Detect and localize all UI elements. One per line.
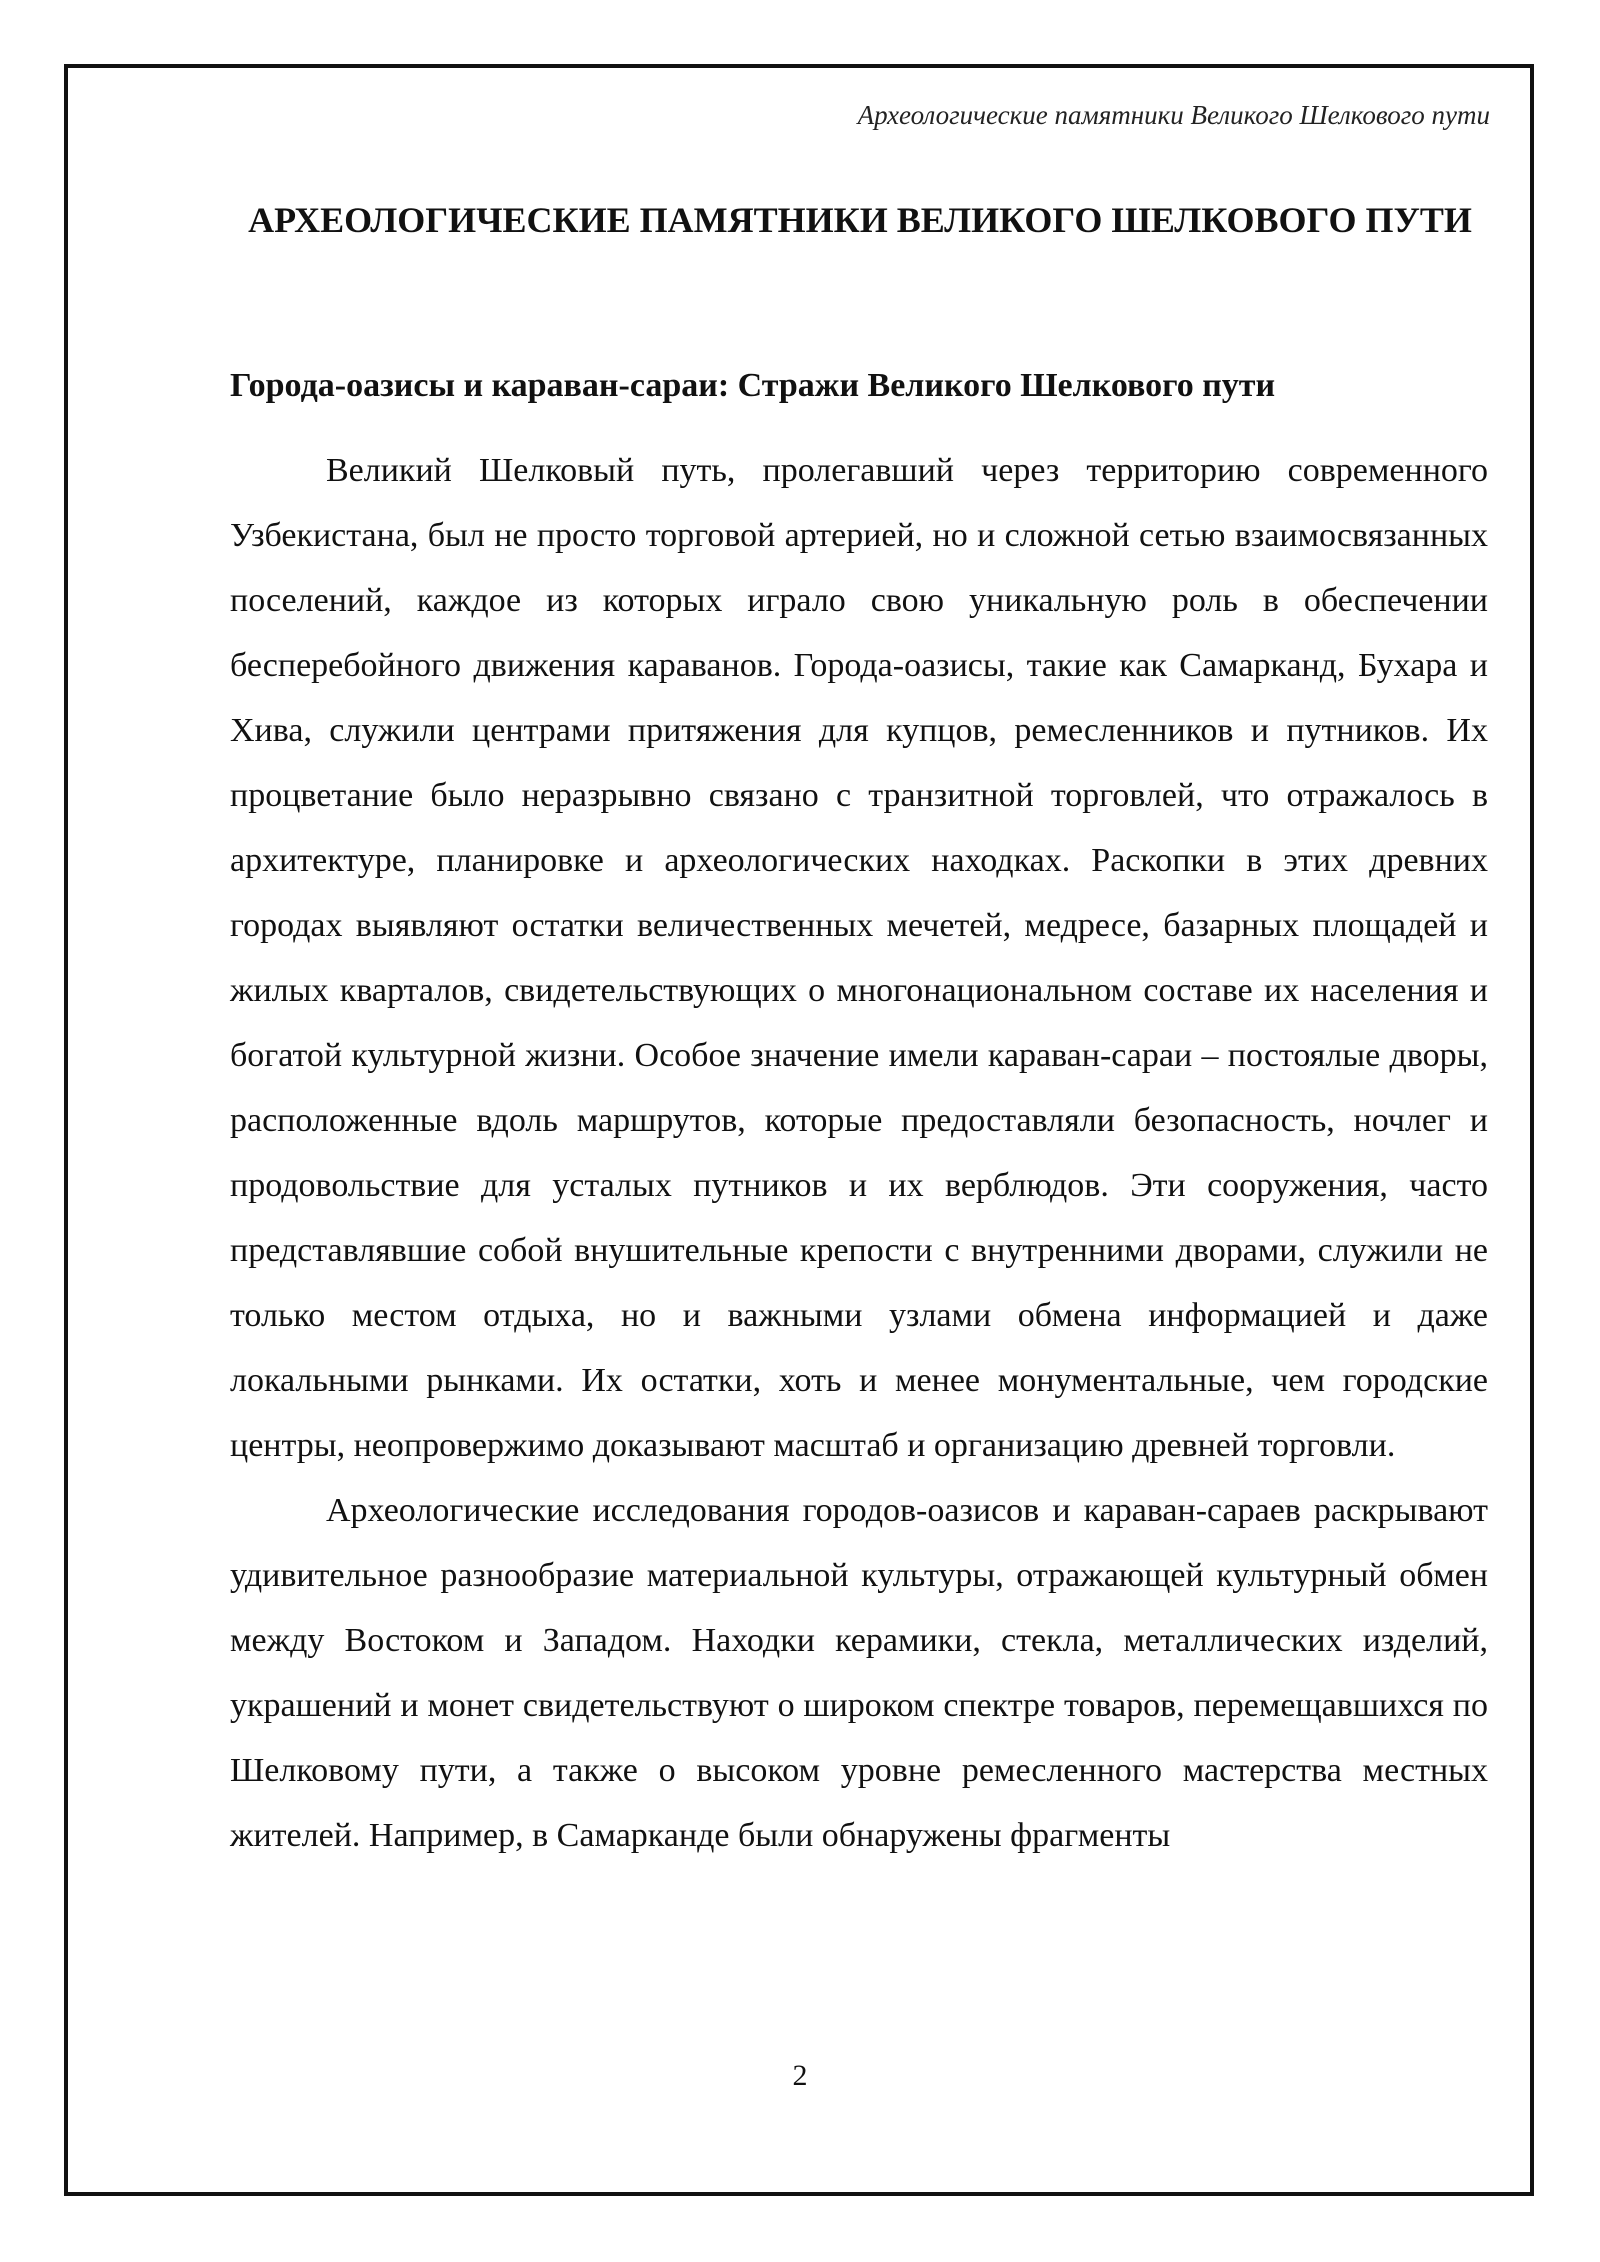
paragraph-1: Великий Шелковый путь, пролегавший через территорию современного Узбекистана, был не просто торговой артерией, но и сложной сетью взаимосвязанных поселений, каждое из которых играло свою уникальную роль в обеспечении бесперебойного движения караванов. Города-оазисы, такие как Самарканд, Бухара и Хива, служили центрами притяжения для купцов, ремесленников и путников. Их процветание было неразрывно связано с транзитной торговлей, что отражалось в архитектуре, планировке и археологических находках. Раскопки в этих древних городах выявляют остатки величественных мечетей, медресе, базарных площадей и жилых кварталов, свидетельствующих о многонациональном составе их населения и богатой культурной жизни. Особое значение имели караван-сараи – постоялые дворы, расположенные вдоль маршрутов, которые предоставляли безопасность, ночлег и продовольствие для усталых путников и их верблюдов. Эти сооружения, часто представлявшие собой внушительные крепости с внутренними дворами, служили не только местом отдыха, но и важными узлами обмена информацией и даже локальными рынками. Их остатки, хоть и менее монументальные, чем городские центры, неопровержимо доказывают масштаб и организацию древней торговли. <box>230 452 1488 1464</box>
document-title: АРХЕОЛОГИЧЕСКИЕ ПАМЯТНИКИ ВЕЛИКОГО ШЕЛКОВОГО ПУТИ <box>248 200 1472 240</box>
section-heading: Города-оазисы и караван-сараи: Стражи Великого Шелкового пути <box>230 367 1276 404</box>
paragraph-2: Археологические исследования городов-оазисов и караван-сараев раскрывают удивительное разнообразие материальной культуры, отражающей культурный обмен между Востоком и Западом. Находки керамики, стекла, металлических изделий, украшений и монет свидетельствуют о широком спектре товаров, перемещавшихся по Шелковому пути, а также о высоком уровне ремесленного мастерства местных жителей. Например, в Самарканде были обнаружены фрагменты <box>230 1492 1488 1854</box>
page-number: 2 <box>792 2059 808 2092</box>
body-text <box>230 438 1488 1868</box>
running-header: Археологические памятники Великого Шелкового пути <box>857 100 1490 130</box>
